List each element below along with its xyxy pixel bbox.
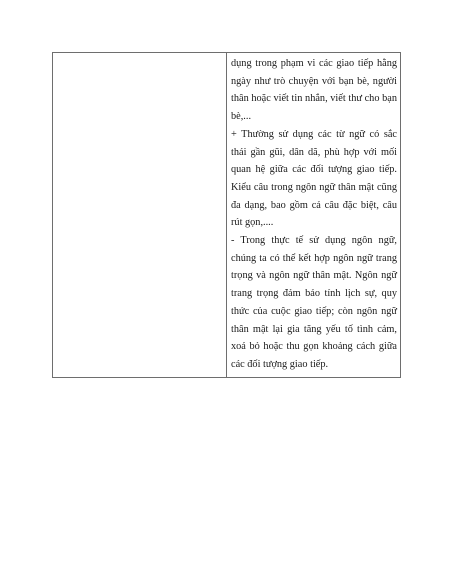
paragraph-word-choice: + Thường sử dụng các từ ngữ có sắc thái gần gũi, dân dã, phù hợp với mối quan hệ giữa các đối tượng giao tiếp. Kiểu câu trong ngôn ngữ thân mật cũng đa dạng, bao gồm cả câu đặc biệt, câu rút gọn,.... bbox=[231, 128, 397, 229]
table-cell-right bbox=[227, 53, 401, 378]
table-cell-left bbox=[53, 53, 227, 378]
paragraph-usage-scope: dụng trong phạm vi các giao tiếp hằng ngày như trò chuyện với bạn bè, người thân hoặc viết tin nhắn, viết thư cho bạn bè,... bbox=[231, 58, 397, 123]
table-row bbox=[53, 53, 401, 378]
left-cell-text bbox=[53, 53, 226, 58]
paragraph-combination: - Trong thực tế sử dụng ngôn ngữ, chúng ta có thể kết hợp ngôn ngữ trang trọng và ngôn ngữ thân mật. Ngôn ngữ trang trọng đảm bảo tính lịch sự, quy thức của cuộc giao tiếp; còn ngôn ngữ thân mật lại gia tăng yếu tố tình cảm, xoá bỏ hoặc thu gọn khoảng cách giữa các đối tượng giao tiếp. bbox=[231, 235, 397, 370]
content-table bbox=[52, 52, 401, 378]
right-cell-text bbox=[227, 53, 400, 377]
